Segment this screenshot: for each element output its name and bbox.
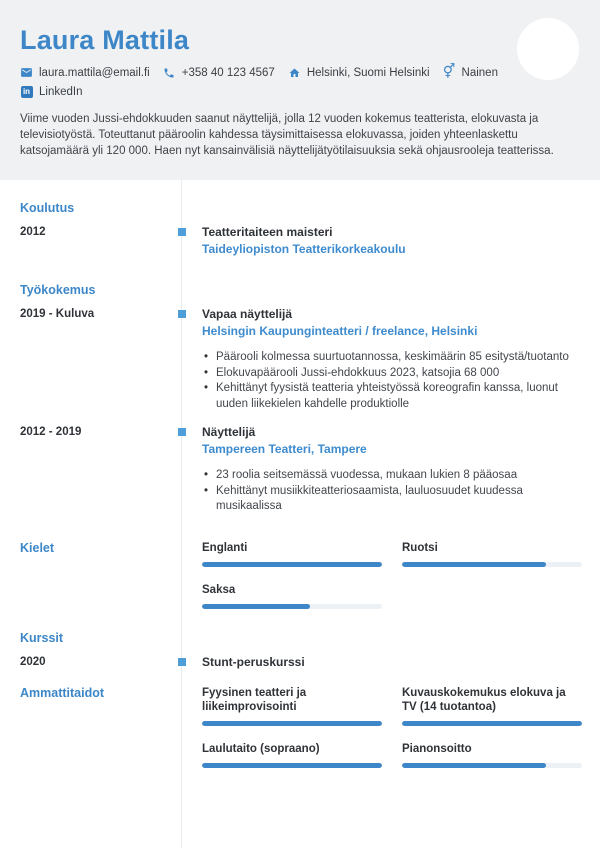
phone-icon: [163, 66, 176, 79]
header-band: [0, 0, 600, 180]
section-ammattitaidot-right: [181, 686, 600, 768]
linkedin-icon: in: [20, 85, 33, 98]
section-title-kurssit: Kurssit: [20, 630, 64, 645]
section-ammattitaidot-left: [0, 686, 181, 768]
resume-body: [0, 180, 600, 848]
work-bullets: [202, 468, 580, 515]
section-title-tyokokemus: Työkokemus: [20, 283, 96, 297]
contact-linkedin-text: LinkedIn: [39, 85, 83, 98]
work-bullet: • Kehittänyt musiikkiteatteriosaamista, lauluosuudet kuudessa musikaalissa: [202, 484, 580, 515]
language-item: [202, 583, 382, 609]
section-title-kielet: Kielet: [20, 540, 55, 555]
work-bullets: [202, 350, 580, 412]
work-date: 2012 - 2019: [20, 426, 82, 438]
avatar: [517, 18, 579, 80]
contact-email-text: laura.mattila@email.fi: [39, 66, 150, 79]
language-item: [202, 541, 382, 567]
section-kielet-right: [181, 541, 600, 609]
language-label: Saksa: [202, 583, 236, 596]
skill-item: [402, 686, 582, 726]
skill-label: Laulutaito (sopraano): [202, 742, 320, 755]
course-item: [0, 655, 600, 670]
summary-text: Viime vuoden Jussi-ehdokkuuden saanut näyttelijä, jolla 12 vuoden kokemus teatterista, elokuvasta ja televisiotyöstä. Toteuttanut pääroolin kahdessa täysimittaisessa elokuvassa, joiden yhteenlaskettu katsojamäärä yli 120 000. Haen nyt kansainvälisiä näyttelijätyötilaisuuksia sekä ohjausrooleja teatterissa.: [20, 113, 554, 157]
contact-phone-text: +358 40 123 4567: [181, 66, 275, 79]
section-title-koulutus: Koulutus: [20, 201, 75, 215]
contact-location-text: Helsinki, Suomi Helsinki: [306, 66, 430, 79]
timeline-marker-icon: [178, 228, 186, 236]
course-content: [181, 655, 600, 670]
language-bar-track: [202, 562, 382, 567]
language-label: Ruotsi: [402, 541, 438, 554]
envelope-icon: [20, 66, 33, 79]
education-item: [0, 225, 600, 257]
language-bar-track: [402, 562, 582, 567]
linkedin-row: [20, 85, 580, 98]
language-bar-track: [202, 604, 382, 609]
education-date: 2012: [20, 226, 46, 238]
work-date: 2019 - Kuluva: [20, 308, 95, 320]
work-item: [0, 425, 600, 515]
skill-item: [202, 686, 382, 726]
work-content: [181, 307, 600, 412]
section-kurssit: [0, 631, 600, 670]
section-ammattitaidot: [0, 686, 600, 768]
skill-label: Fyysinen teatteri ja liikeimprovisointi: [202, 686, 307, 713]
timeline-marker-icon: [178, 658, 186, 666]
timeline-marker-icon: [178, 310, 186, 318]
skill-bar-fill: [402, 721, 582, 726]
work-bullet: • 23 roolia seitsemässä vuodessa, mukaan lukien 8 pääosaa: [202, 468, 580, 484]
course-title: Stunt-peruskurssi: [202, 654, 305, 669]
contact-location: [288, 66, 430, 79]
skill-label: Kuvauskokemukus elokuva ja TV (14 tuotantoa): [402, 686, 566, 713]
skill-bar-track: [402, 763, 582, 768]
language-bar-fill: [202, 562, 382, 567]
skill-item: [402, 742, 582, 768]
contact-linkedin[interactable]: [20, 85, 82, 98]
contact-gender-text: Nainen: [461, 66, 498, 79]
language-item: [402, 541, 582, 567]
work-employer-link[interactable]: Helsingin Kaupunginteatteri / freelance, Helsinki: [202, 324, 478, 338]
section-kielet-left: [0, 541, 181, 609]
work-title: Näyttelijä: [202, 425, 256, 439]
skill-bar-track: [202, 763, 382, 768]
language-grid: [202, 541, 582, 609]
course-date: 2020: [20, 655, 46, 668]
contact-email[interactable]: [20, 66, 150, 79]
work-title: Vapaa näyttelijä: [202, 307, 293, 321]
skill-item: [202, 742, 382, 768]
section-title-ammattitaidot: Ammattitaidot: [20, 685, 105, 700]
skill-grid: [202, 686, 582, 768]
section-tyokokemus: [0, 283, 600, 515]
skill-label: Pianonsoitto: [402, 742, 472, 755]
contact-row: [20, 66, 580, 79]
work-content: [181, 425, 600, 515]
education-degree: Teatteritaiteen maisteri: [202, 225, 333, 239]
skill-bar-track: [402, 721, 582, 726]
work-bullet: • Päärooli kolmessa suurtuotannossa, keskimäärin 85 esitystä/tuotanto: [202, 350, 580, 366]
work-bullet: • Elokuvapäärooli Jussi-ehdokkuus 2023, katsojia 68 000: [202, 366, 580, 382]
education-content: [181, 225, 600, 257]
language-label: Englanti: [202, 541, 248, 554]
skill-bar-fill: [402, 763, 546, 768]
work-employer-link[interactable]: Tampereen Teatteri, Tampere: [202, 442, 367, 456]
education-school-link[interactable]: Taideyliopiston Teatterikorkeakoulu: [202, 242, 406, 256]
skill-bar-fill: [202, 721, 382, 726]
timeline-marker-icon: [178, 428, 186, 436]
language-bar-fill: [202, 604, 310, 609]
page-title: Laura Mattila: [20, 25, 190, 55]
skill-bar-fill: [202, 763, 382, 768]
language-bar-fill: [402, 562, 546, 567]
home-icon: [288, 66, 301, 79]
contact-phone[interactable]: [163, 66, 275, 79]
work-item: [0, 307, 600, 412]
section-kielet: [0, 541, 600, 609]
contact-gender: [443, 66, 498, 79]
skill-bar-track: [202, 721, 382, 726]
section-koulutus: [0, 201, 600, 257]
work-bullet: • Kehittänyt fyysistä teatteria yhteistyössä koreografin kanssa, luonut uuden liikekielen kahdelle produktiolle: [202, 381, 580, 412]
gender-icon: ⚥: [442, 64, 456, 80]
